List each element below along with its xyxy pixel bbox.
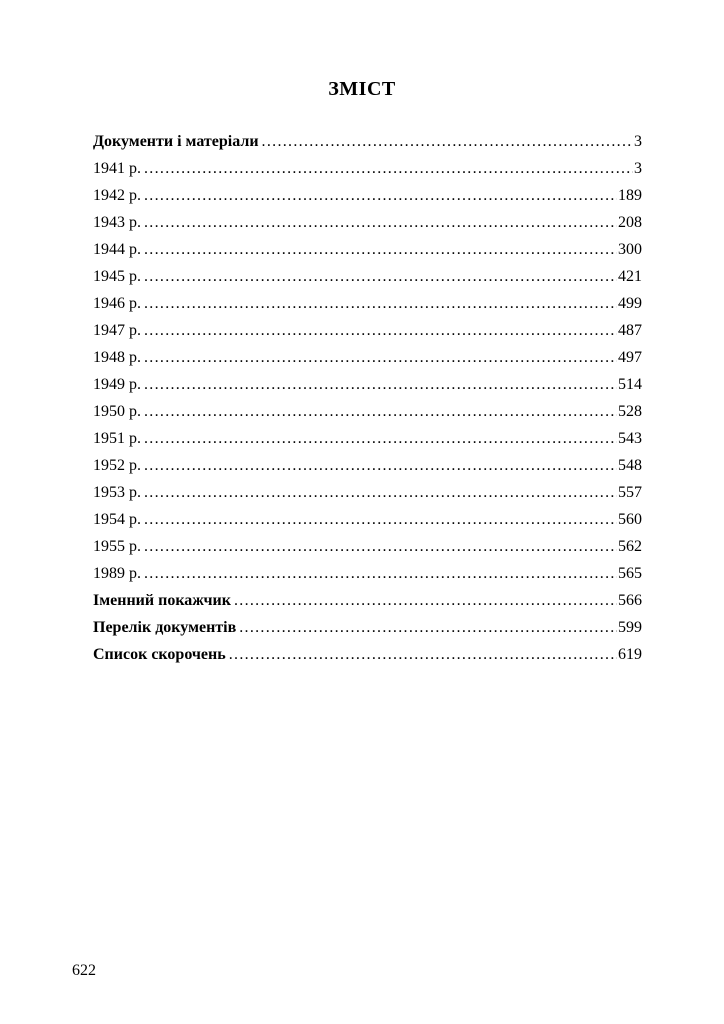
toc-entry-page: 543 (618, 430, 642, 447)
toc-entry-page: 548 (618, 457, 642, 474)
toc-entry-label: 1947 р. (93, 322, 141, 339)
toc-entry (93, 209, 642, 236)
toc-entry (93, 128, 642, 155)
toc-dot-leader (144, 425, 617, 452)
toc-entry-label: 1954 р. (93, 511, 141, 528)
toc-entry (93, 560, 642, 587)
toc-dot-leader (144, 533, 617, 560)
toc-dot-leader (144, 371, 617, 398)
toc-entry-label: Перелік документів (93, 619, 237, 636)
toc-entry-page: 189 (618, 187, 642, 204)
toc-dot-leader (144, 344, 617, 371)
toc-entry-label: 1941 р. (93, 160, 141, 177)
toc-entry (93, 344, 642, 371)
toc-entry (93, 290, 642, 317)
toc-entry-page: 560 (618, 511, 642, 528)
toc-entry-page: 487 (618, 322, 642, 339)
toc-dot-leader (144, 182, 617, 209)
toc-entry-page: 497 (618, 349, 642, 366)
toc-entry-label: 1950 р. (93, 403, 141, 420)
toc-entry (93, 155, 642, 182)
toc-entry (93, 236, 642, 263)
toc-entry-label: 1989 р. (93, 565, 141, 582)
toc-entry-page: 3 (634, 133, 642, 150)
toc-entry-page: 528 (618, 403, 642, 420)
toc-entry-page: 565 (618, 565, 642, 582)
toc-entry-label: Іменний покажчик (93, 592, 231, 609)
toc-entry-label: 1949 р. (93, 376, 141, 393)
toc-entry-page: 421 (618, 268, 642, 285)
toc-dot-leader (234, 587, 617, 614)
toc-dot-leader (229, 641, 617, 668)
toc-dot-leader (144, 479, 617, 506)
toc-entry-label: Документи і матеріали (93, 133, 259, 150)
toc-dot-leader (144, 263, 617, 290)
toc-entry-label: 1951 р. (93, 430, 141, 447)
toc-dot-leader (144, 236, 617, 263)
toc-entry-label: 1952 р. (93, 457, 141, 474)
toc-dot-leader (239, 614, 617, 641)
toc-entry (93, 425, 642, 452)
toc-entry (93, 317, 642, 344)
toc-entry-label: 1946 р. (93, 295, 141, 312)
toc-entry-page: 557 (618, 484, 642, 501)
toc-entry-label: 1945 р. (93, 268, 141, 285)
toc-entry-page: 599 (618, 619, 642, 636)
toc-entry-label: 1944 р. (93, 241, 141, 258)
toc-entry-page: 562 (618, 538, 642, 555)
toc-dot-leader (144, 506, 617, 533)
toc-entry (93, 587, 642, 614)
toc-entry (93, 506, 642, 533)
toc-entry (93, 371, 642, 398)
toc-entry (93, 182, 642, 209)
toc-entry-label: 1955 р. (93, 538, 141, 555)
toc-entry-page: 499 (618, 295, 642, 312)
table-of-contents (93, 128, 642, 668)
toc-entry-label: 1942 р. (93, 187, 141, 204)
toc-entry (93, 452, 642, 479)
toc-dot-leader (144, 290, 617, 317)
toc-entry-label: 1948 р. (93, 349, 141, 366)
toc-entry-page: 619 (618, 646, 642, 663)
toc-entry-page: 566 (618, 592, 642, 609)
toc-dot-leader (144, 398, 617, 425)
toc-entry-page: 300 (618, 241, 642, 258)
toc-dot-leader (144, 452, 617, 479)
toc-entry (93, 641, 642, 668)
toc-entry-label: 1953 р. (93, 484, 141, 501)
toc-entry-label: 1943 р. (93, 214, 141, 231)
toc-entry (93, 263, 642, 290)
toc-dot-leader (144, 560, 617, 587)
toc-entry (93, 533, 642, 560)
toc-dot-leader (262, 128, 633, 155)
toc-dot-leader (144, 155, 633, 182)
page-number: 622 (72, 962, 96, 979)
page-title: ЗМІСТ (328, 78, 396, 100)
toc-entry (93, 398, 642, 425)
toc-dot-leader (144, 317, 617, 344)
toc-entry (93, 479, 642, 506)
toc-entry (93, 614, 642, 641)
toc-entry-page: 514 (618, 376, 642, 393)
toc-entry-page: 3 (634, 160, 642, 177)
toc-dot-leader (144, 209, 617, 236)
toc-entry-label: Список скорочень (93, 646, 226, 663)
toc-entry-page: 208 (618, 214, 642, 231)
